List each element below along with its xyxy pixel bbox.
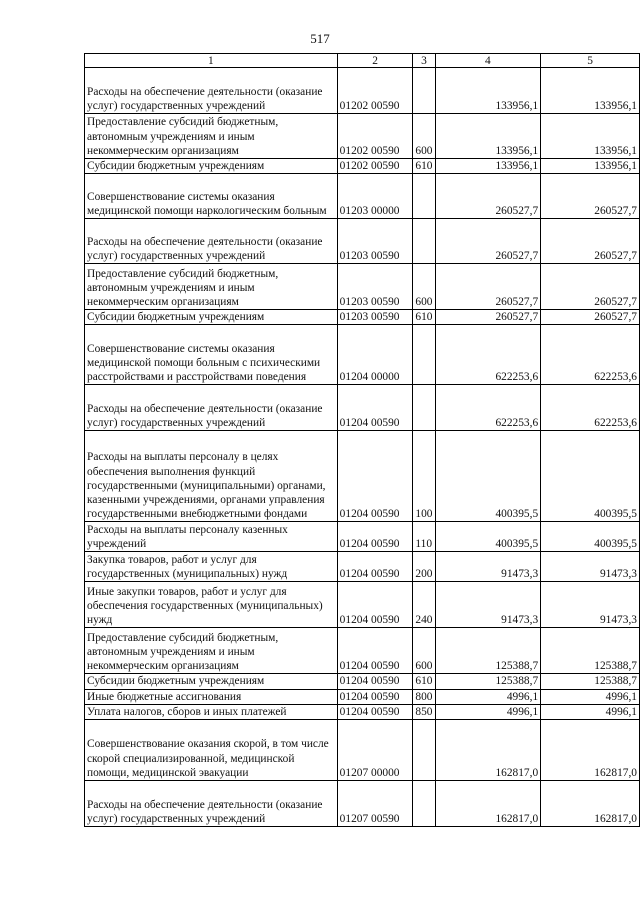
- expense-name: Иные закупки товаров, работ и услуг для обеспечения государственных (муниципальных) нужд: [85, 582, 338, 628]
- amount-col-4: 125388,7: [435, 674, 541, 689]
- expense-name: Предоставление субсидий бюджетным, автономным учреждениям и иным некоммерческим организациям: [85, 628, 338, 674]
- amount-col-5: 622253,6: [541, 385, 640, 431]
- expense-type-code: 100: [413, 431, 435, 522]
- table-row: [85, 385, 640, 431]
- target-code: 01207 00590: [337, 781, 413, 827]
- header-col-2: 2: [337, 54, 413, 68]
- target-code: 01204 00590: [337, 385, 413, 431]
- amount-col-4: 133956,1: [435, 159, 541, 174]
- amount-col-4: 622253,6: [435, 325, 541, 385]
- expense-name: Субсидии бюджетным учреждениям: [85, 674, 338, 689]
- expense-name: Субсидии бюджетным учреждениям: [85, 159, 338, 174]
- amount-col-4: 133956,1: [435, 68, 541, 114]
- table-row: [85, 68, 640, 114]
- amount-col-5: 91473,3: [541, 582, 640, 628]
- amount-col-5: 133956,1: [541, 114, 640, 159]
- expense-type-code: [413, 174, 435, 219]
- amount-col-4: 4996,1: [435, 689, 541, 704]
- target-code: 01204 00590: [337, 689, 413, 704]
- expense-name: Совершенствование оказания скорой, в том числе скорой специализированной, медицинской помощи, медицинской эвакуации: [85, 720, 338, 781]
- expense-type-code: 200: [413, 552, 435, 582]
- amount-col-4: 125388,7: [435, 628, 541, 674]
- amount-col-5: 162817,0: [541, 720, 640, 781]
- amount-col-5: 260527,7: [541, 310, 640, 325]
- target-code: 01204 00590: [337, 522, 413, 552]
- amount-col-4: 400395,5: [435, 431, 541, 522]
- table-row: [85, 174, 640, 219]
- amount-col-4: 91473,3: [435, 582, 541, 628]
- target-code: 01204 00590: [337, 704, 413, 719]
- table-row: [85, 310, 640, 325]
- expense-name: Субсидии бюджетным учреждениям: [85, 310, 338, 325]
- table-row: [85, 781, 640, 827]
- expense-type-code: 610: [413, 310, 435, 325]
- amount-col-4: 133956,1: [435, 114, 541, 159]
- expense-type-code: 240: [413, 582, 435, 628]
- amount-col-4: 4996,1: [435, 704, 541, 719]
- table-row: [85, 689, 640, 704]
- expense-type-code: 600: [413, 114, 435, 159]
- amount-col-5: 260527,7: [541, 264, 640, 310]
- expense-name: Закупка товаров, работ и услуг для государственных (муниципальных) нужд: [85, 552, 338, 582]
- expense-name: Предоставление субсидий бюджетным, автономным учреждениям и иным некоммерческим организациям: [85, 264, 338, 310]
- table-row: [85, 674, 640, 689]
- table-row: [85, 325, 640, 385]
- amount-col-5: 125388,7: [541, 674, 640, 689]
- target-code: 01204 00590: [337, 628, 413, 674]
- expense-name: Совершенствование системы оказания медицинской помощи наркологическим больным: [85, 174, 338, 219]
- header-col-5: 5: [541, 54, 640, 68]
- table-row: [85, 582, 640, 628]
- expense-type-code: [413, 219, 435, 264]
- table-row: [85, 114, 640, 159]
- target-code: 01202 00590: [337, 68, 413, 114]
- expense-name: Расходы на выплаты персоналу в целях обеспечения выполнения функций государственными (муниципальными) органами, казенными учреждениями, органами управления государственными внебюджетными фондами: [85, 431, 338, 522]
- amount-col-5: 622253,6: [541, 325, 640, 385]
- expense-name: Расходы на обеспечение деятельности (оказание услуг) государственных учреждений: [85, 781, 338, 827]
- amount-col-5: 400395,5: [541, 522, 640, 552]
- target-code: 01204 00000: [337, 325, 413, 385]
- expense-name: Расходы на обеспечение деятельности (оказание услуг) государственных учреждений: [85, 385, 338, 431]
- expense-name: Расходы на обеспечение деятельности (оказание услуг) государственных учреждений: [85, 68, 338, 114]
- table-row: [85, 264, 640, 310]
- expense-type-code: 600: [413, 628, 435, 674]
- table-row: [85, 720, 640, 781]
- expense-type-code: 600: [413, 264, 435, 310]
- expense-name: Расходы на выплаты персоналу казенных учреждений: [85, 522, 338, 552]
- target-code: 01202 00590: [337, 114, 413, 159]
- expense-type-code: [413, 720, 435, 781]
- amount-col-5: 260527,7: [541, 174, 640, 219]
- header-col-3: 3: [413, 54, 435, 68]
- table-row: [85, 704, 640, 719]
- target-code: 01203 00590: [337, 264, 413, 310]
- target-code: 01204 00590: [337, 674, 413, 689]
- target-code: 01204 00590: [337, 552, 413, 582]
- amount-col-5: 400395,5: [541, 431, 640, 522]
- target-code: 01203 00000: [337, 174, 413, 219]
- amount-col-5: 133956,1: [541, 159, 640, 174]
- amount-col-5: 162817,0: [541, 781, 640, 827]
- target-code: 01207 00000: [337, 720, 413, 781]
- amount-col-4: 260527,7: [435, 174, 541, 219]
- amount-col-5: 91473,3: [541, 552, 640, 582]
- page-number: 517: [310, 31, 330, 46]
- target-code: 01204 00590: [337, 431, 413, 522]
- amount-col-4: 260527,7: [435, 219, 541, 264]
- table-row: [85, 522, 640, 552]
- header-row: [85, 54, 640, 68]
- expense-type-code: [413, 385, 435, 431]
- amount-col-4: 400395,5: [435, 522, 541, 552]
- target-code: 01203 00590: [337, 219, 413, 264]
- amount-col-5: 4996,1: [541, 689, 640, 704]
- amount-col-4: 162817,0: [435, 720, 541, 781]
- expense-name: Предоставление субсидий бюджетным, автономным учреждениям и иным некоммерческим организациям: [85, 114, 338, 159]
- expense-type-code: [413, 781, 435, 827]
- budget-table: [84, 53, 640, 827]
- table-row: [85, 159, 640, 174]
- expense-type-code: 610: [413, 159, 435, 174]
- expense-name: Уплата налогов, сборов и иных платежей: [85, 704, 338, 719]
- expense-name: Расходы на обеспечение деятельности (оказание услуг) государственных учреждений: [85, 219, 338, 264]
- header-col-1: 1: [85, 54, 338, 68]
- expense-name: Иные бюджетные ассигнования: [85, 689, 338, 704]
- amount-col-4: 260527,7: [435, 264, 541, 310]
- target-code: 01203 00590: [337, 310, 413, 325]
- table-row: [85, 431, 640, 522]
- expense-type-code: 800: [413, 689, 435, 704]
- amount-col-5: 133956,1: [541, 68, 640, 114]
- expense-name: Совершенствование системы оказания медицинской помощи больным с психическими расстройствами и расстройствами поведения: [85, 325, 338, 385]
- amount-col-5: 4996,1: [541, 704, 640, 719]
- table-row: [85, 552, 640, 582]
- amount-col-4: 91473,3: [435, 552, 541, 582]
- amount-col-5: 125388,7: [541, 628, 640, 674]
- table-row: [85, 628, 640, 674]
- table-row: [85, 219, 640, 264]
- expense-type-code: [413, 68, 435, 114]
- expense-type-code: 850: [413, 704, 435, 719]
- expense-type-code: 110: [413, 522, 435, 552]
- header-col-4: 4: [435, 54, 541, 68]
- amount-col-4: 260527,7: [435, 310, 541, 325]
- amount-col-4: 162817,0: [435, 781, 541, 827]
- amount-col-5: 260527,7: [541, 219, 640, 264]
- target-code: 01202 00590: [337, 159, 413, 174]
- expense-type-code: [413, 325, 435, 385]
- expense-type-code: 610: [413, 674, 435, 689]
- target-code: 01204 00590: [337, 582, 413, 628]
- amount-col-4: 622253,6: [435, 385, 541, 431]
